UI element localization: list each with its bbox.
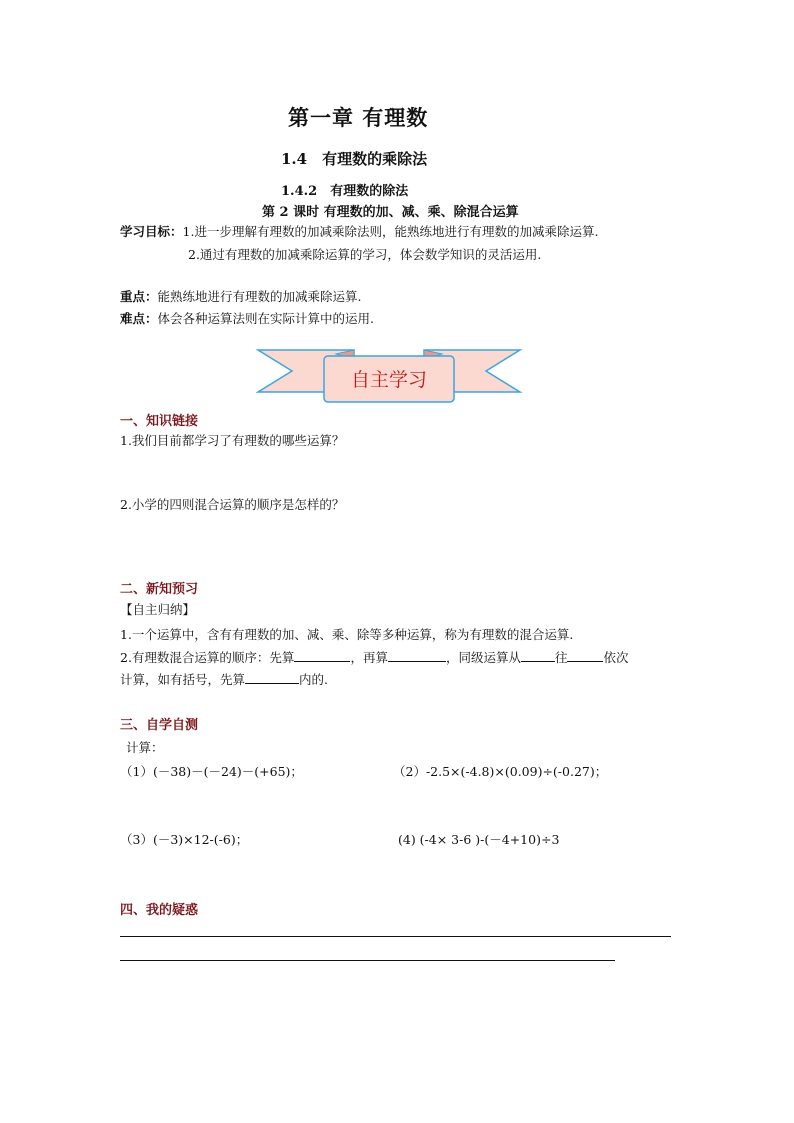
objective-1 (120, 222, 598, 240)
text-segment: 内的. (299, 672, 328, 687)
difficulty-label: 难点： (120, 311, 158, 326)
part2-line-3 (120, 670, 328, 688)
text-segment: ，同级运算从 (445, 650, 521, 665)
part2-subheading: 【自主归纳】 (120, 602, 196, 617)
objectives-label: 学习目标： (120, 224, 183, 239)
problem-1: （1）(－38)－(－24)－(+65)； (120, 764, 303, 779)
part1-question-2: 2.小学的四则混合运算的顺序是怎样的？ (120, 497, 345, 512)
self-study-banner (256, 346, 524, 408)
fill-blank[interactable] (521, 649, 555, 662)
part2-line-1: 1.一个运算中，含有有理数的加、减、乘、除等多种运算，称为有理数的混合运算. (120, 627, 574, 642)
lesson-title: 第 2 课时 有理数的加、减、乘、除混合运算 (262, 205, 519, 220)
answer-line[interactable] (120, 960, 615, 961)
text-segment: 计算，如有括号，先算 (120, 672, 246, 687)
text-segment: 依次 (603, 650, 629, 665)
part1-question-1: 1.我们目前都学习了有理数的哪些运算？ (120, 433, 345, 448)
part3-heading: 三、自学自测 (120, 718, 199, 733)
key-point-text: 能熟练地进行有理数的加减乘除运算. (157, 289, 362, 304)
part3-intro: 计算： (126, 740, 164, 755)
part2-heading: 二、新知预习 (120, 582, 199, 597)
problem-4: (4) (-4× 3-6 )-(－4+10)÷3 (398, 832, 560, 847)
section-title: 1.4 有理数的乘除法 (281, 150, 428, 168)
fill-blank[interactable] (388, 649, 446, 662)
part2-line-2 (120, 648, 629, 666)
text-segment: ，再算 (350, 650, 388, 665)
key-point (120, 287, 362, 305)
objective-text: 1.进一步理解有理数的加减乘除法则，能熟练地进行有理数的加减乘除运算. (182, 224, 599, 239)
text-segment: 2.有理数混合运算的顺序：先算 (120, 650, 295, 665)
chapter-title: 第一章 有理数 (288, 105, 429, 130)
part1-heading: 一、知识链接 (120, 414, 199, 429)
fill-blank[interactable] (567, 649, 603, 662)
difficulty (120, 309, 374, 327)
objective-2: 2.通过有理数的加减乘除运算的学习，体会数学知识的灵活运用. (188, 247, 542, 262)
answer-line[interactable] (120, 936, 671, 937)
fill-blank[interactable] (245, 671, 299, 684)
fill-blank[interactable] (294, 649, 350, 662)
subsection-title: 1.4.2 有理数的除法 (281, 184, 409, 199)
difficulty-text: 体会各种运算法则在实际计算中的运用. (157, 311, 374, 326)
text-segment: 往 (554, 650, 568, 665)
problem-3: （3）(－3)×12-(-6)； (120, 832, 249, 847)
banner-text: 自主学习 (350, 369, 428, 391)
problem-2: （2）-2.5×(-4.8)×(0.09)÷(-0.27)； (393, 764, 608, 779)
part4-heading: 四、我的疑惑 (120, 903, 199, 918)
key-point-label: 重点： (120, 289, 158, 304)
